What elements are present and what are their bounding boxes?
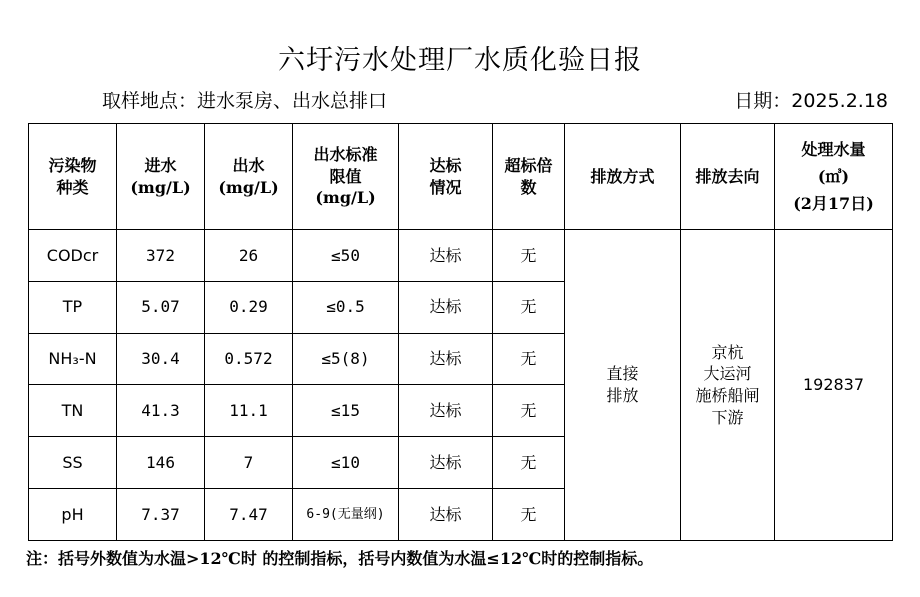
pollutant-cell: CODcr: [29, 230, 117, 282]
standard-cell: ≤5(8): [293, 333, 399, 385]
header-standard: [293, 124, 399, 230]
compliance-cell: 达标: [399, 333, 493, 385]
header-exceed-line1: 超标倍: [504, 155, 553, 175]
header-outflow-unit: (mg/L): [218, 177, 279, 197]
header-outflow: [205, 124, 293, 230]
discharge-method-line2: 排放: [606, 386, 639, 405]
header-discharge-method: 排放方式: [565, 124, 681, 230]
header-volume-line1: 处理水量: [801, 139, 866, 159]
header-discharge-dest: 排放去向: [681, 124, 775, 230]
volume-value-cell: 192837: [775, 230, 893, 541]
header-standard-line1: 出水标准: [313, 145, 378, 165]
header-inflow-unit: (mg/L): [130, 177, 191, 197]
discharge-dest-line3: 施桥船闸: [695, 386, 760, 405]
header-compliance-line2: 情况: [429, 177, 462, 197]
outflow-cell: 7.47: [205, 489, 293, 541]
pollutant-cell: NH₃-N: [29, 333, 117, 385]
compliance-cell: 达标: [399, 385, 493, 437]
header-volume: [775, 124, 893, 230]
outflow-cell: 0.572: [205, 333, 293, 385]
compliance-cell: 达标: [399, 489, 493, 541]
pollutant-cell: pH: [29, 489, 117, 541]
discharge-dest-line4: 下游: [711, 407, 744, 427]
header-compliance-line1: 达标: [429, 155, 462, 175]
header-standard-line2: 限值: [329, 166, 362, 186]
discharge-dest-line2: 大运河: [703, 364, 752, 384]
outflow-cell: 11.1: [205, 385, 293, 437]
header-inflow-line1: 进水: [144, 155, 177, 175]
table-row: [29, 230, 893, 282]
outflow-cell: 26: [205, 230, 293, 282]
standard-cell: ≤0.5: [293, 281, 399, 333]
header-pollutant-line1: 污染物: [48, 155, 97, 175]
exceed-cell: 无: [493, 281, 565, 333]
standard-cell: 6-9(无量纲): [293, 489, 399, 541]
compliance-cell: 达标: [399, 437, 493, 489]
footnote: 注：括号外数值为水温>12℃时 的控制指标，括号内数值为水温≤12℃时的控制指标。: [26, 549, 654, 568]
compliance-cell: 达标: [399, 230, 493, 282]
outflow-cell: 0.29: [205, 281, 293, 333]
header-outflow-line1: 出水: [232, 155, 265, 175]
header-pollutant: [29, 124, 117, 230]
header-exceed-line2: 数: [520, 177, 537, 197]
report-date: 日期：2025.2.18: [734, 90, 888, 112]
standard-cell: ≤15: [293, 385, 399, 437]
header-standard-unit: (mg/L): [315, 188, 376, 208]
exceed-cell: 无: [493, 489, 565, 541]
exceed-cell: 无: [493, 385, 565, 437]
inflow-cell: 41.3: [117, 385, 205, 437]
standard-cell: ≤10: [293, 437, 399, 489]
exceed-cell: 无: [493, 230, 565, 282]
discharge-dest-line1: 京杭: [711, 342, 744, 362]
pollutant-cell: SS: [29, 437, 117, 489]
outflow-cell: 7: [205, 437, 293, 489]
header-pollutant-line2: 种类: [56, 177, 89, 197]
inflow-cell: 30.4: [117, 333, 205, 385]
exceed-cell: 无: [493, 333, 565, 385]
compliance-cell: 达标: [399, 281, 493, 333]
header-exceed: [493, 124, 565, 230]
header-volume-date: (2月17日): [793, 194, 874, 214]
exceed-cell: 无: [493, 437, 565, 489]
sampling-location: 取样地点：进水泵房、出水总排口: [102, 90, 388, 112]
water-quality-table: [28, 123, 893, 541]
inflow-cell: 372: [117, 230, 205, 282]
discharge-dest-cell: [681, 230, 775, 541]
inflow-cell: 146: [117, 437, 205, 489]
table-header-row: [29, 124, 893, 230]
discharge-method-line1: 直接: [606, 364, 639, 384]
header-compliance: [399, 124, 493, 230]
header-inflow: [117, 124, 205, 230]
inflow-cell: 5.07: [117, 281, 205, 333]
header-volume-unit: (㎥): [817, 166, 850, 186]
discharge-method-cell: [565, 230, 681, 541]
report-title: 六圩污水处理厂水质化验日报: [278, 45, 642, 76]
pollutant-cell: TN: [29, 385, 117, 437]
standard-cell: ≤50: [293, 230, 399, 282]
pollutant-cell: TP: [29, 281, 117, 333]
inflow-cell: 7.37: [117, 489, 205, 541]
